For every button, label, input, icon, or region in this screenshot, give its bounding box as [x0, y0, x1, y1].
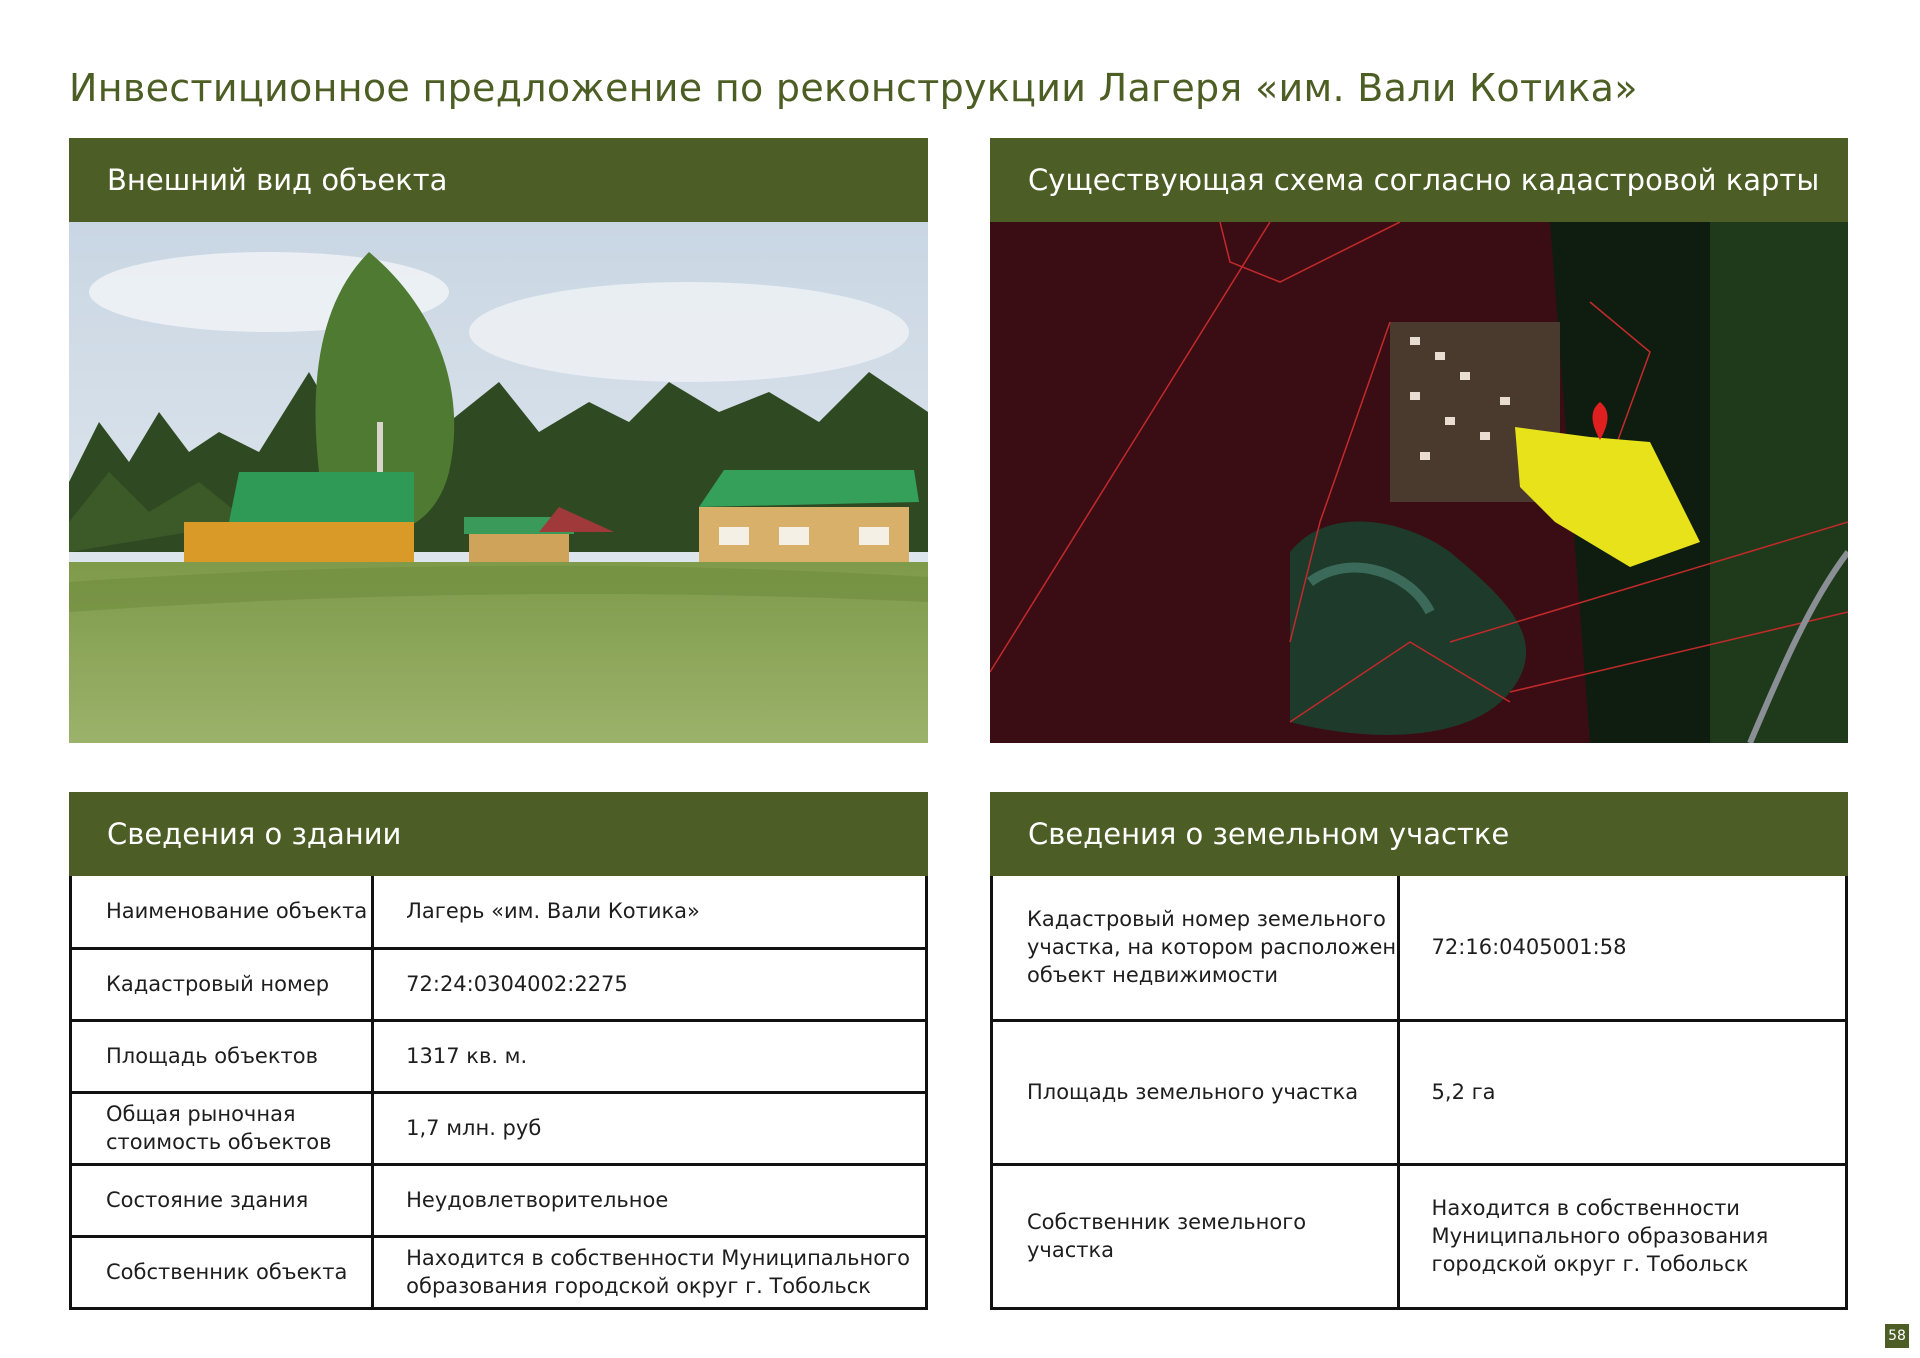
- exterior-photo-image: [69, 222, 928, 743]
- cadastral-map-image: [990, 222, 1848, 743]
- building-panel-header: Сведения о здании: [69, 792, 928, 876]
- exterior-panel-header: Внешний вид объекта: [69, 138, 928, 222]
- land-panel-header: Сведения о земельном участке: [990, 792, 1848, 876]
- building-row-label: Кадастровый номер: [71, 948, 373, 1020]
- table-row: [992, 876, 1847, 1020]
- building-row-value: Находится в собственности Муниципального образования городской округ г. Тобольск: [373, 1236, 927, 1308]
- land-row-value: 72:16:0405001:58: [1398, 876, 1846, 1020]
- building-row-value: Лагерь «им. Вали Котика»: [373, 876, 927, 948]
- land-row-value: 5,2 га: [1398, 1020, 1846, 1164]
- building-row-label: Состояние здания: [71, 1164, 373, 1236]
- page-title: Инвестиционное предложение по реконструкции Лагеря «им. Вали Котика»: [69, 66, 1638, 110]
- table-row: [71, 948, 927, 1020]
- building-row-label: Наименование объекта: [71, 876, 373, 948]
- building-row-value: 72:24:0304002:2275: [373, 948, 927, 1020]
- building-row-label: Собственник объекта: [71, 1236, 373, 1308]
- table-row: [992, 1164, 1847, 1308]
- table-row: [71, 1092, 927, 1164]
- table-row: [71, 876, 927, 948]
- table-row: [992, 1020, 1847, 1164]
- land-row-label: Собственник земельного участка: [992, 1164, 1399, 1308]
- land-row-value: Находится в собственности Муниципального образования городской округ г. Тобольск: [1398, 1164, 1846, 1308]
- exterior-photo: [69, 222, 928, 743]
- land-row-label: Кадастровый номер земельного участка, на котором расположен объект недвижимости: [992, 876, 1399, 1020]
- building-row-value: 1,7 млн. руб: [373, 1092, 927, 1164]
- land-info-table: [990, 876, 1848, 1310]
- page-number: 58: [1885, 1324, 1909, 1348]
- building-row-label: Общая рыночная стоимость объектов: [71, 1092, 373, 1164]
- table-row: [71, 1020, 927, 1092]
- map-panel-header: Существующая схема согласно кадастровой карты: [990, 138, 1848, 222]
- table-row: [71, 1236, 927, 1308]
- cadastral-map: [990, 222, 1848, 743]
- building-row-value: Неудовлетворительное: [373, 1164, 927, 1236]
- building-info-table: [69, 876, 928, 1310]
- land-row-label: Площадь земельного участка: [992, 1020, 1399, 1164]
- table-row: [71, 1164, 927, 1236]
- building-row-label: Площадь объектов: [71, 1020, 373, 1092]
- building-row-value: 1317 кв. м.: [373, 1020, 927, 1092]
